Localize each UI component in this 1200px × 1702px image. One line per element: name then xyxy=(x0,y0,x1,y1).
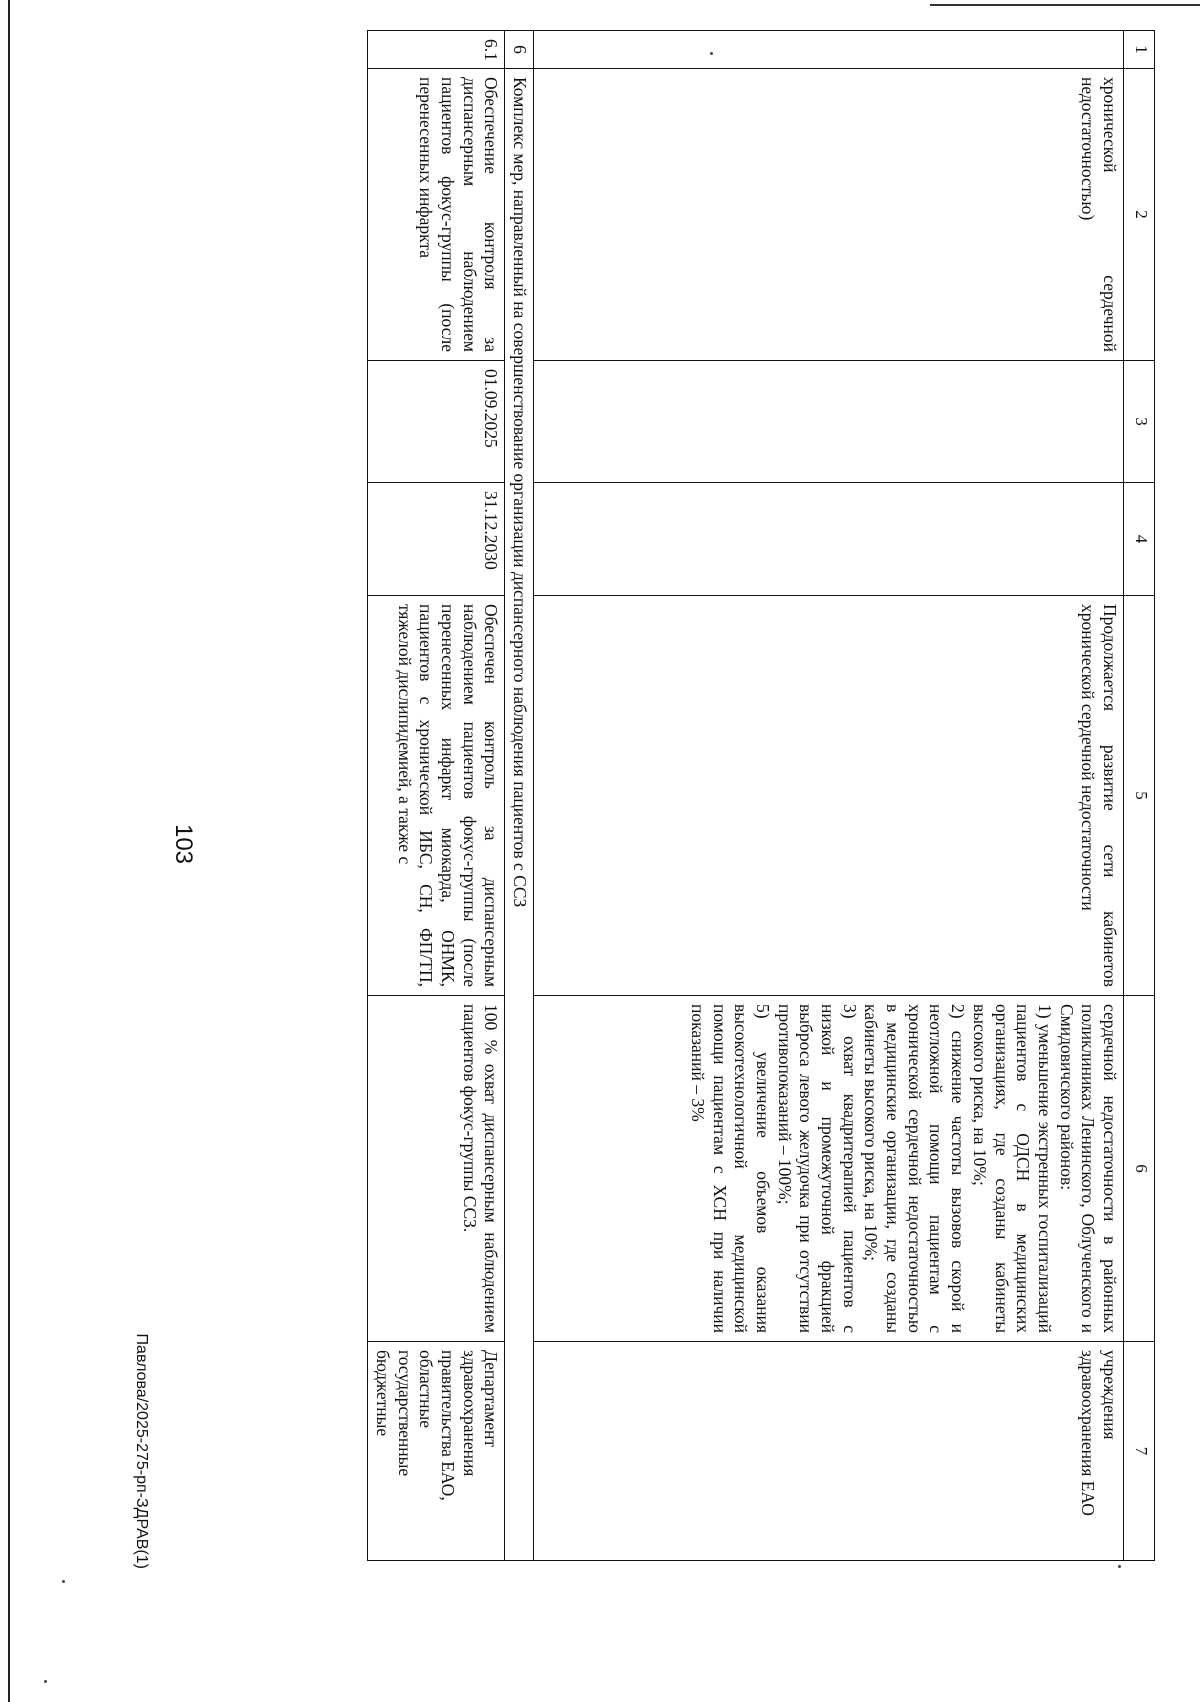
column-number: 6 xyxy=(1124,996,1155,1342)
end-date-cell xyxy=(534,483,1124,596)
table-row-6-1 xyxy=(368,31,505,1561)
measure-name-cell: хронической сердечной недостаточностью) xyxy=(534,69,1124,361)
row-number-cell xyxy=(534,31,1124,69)
section-title: Комплекс мер, направленный на совершенствование организации диспансерного наблюдения пациентов с ССЗ xyxy=(505,69,534,1561)
result-cell: 100 % охват диспансерным наблюдением пациентов фокус-группы ССЗ. xyxy=(368,996,505,1342)
scan-speck xyxy=(44,1680,47,1683)
end-date-cell: 31.12.2030 xyxy=(368,483,505,596)
section-row xyxy=(505,31,534,1561)
document-reference: Павлова/2025-275-рп-ЗДРАВ(1) xyxy=(133,1333,150,1569)
description-cell: Продолжается развитие сети кабинетов хронической сердечной недостаточности xyxy=(534,596,1124,996)
start-date-cell xyxy=(534,361,1124,483)
result-cell: сердечной недостаточности в районных поликлиниках Ленинского, Облученского и Смидовичского районов: 1) уменьшение экстренных госпитализаций пациентов с ОДСН в медицинских организациях, где созданы кабинеты высокого риска, на 10%; 2) снижение частоты вызовов скорой и неотложной помощи пациентам с хронической сердечной недостаточностью в медицинские организации, где созданы кабинеты высокого риска, на 10%; 3) охват квадритерапией пациентов с низкой и промежуточной фракцией выброса левого желудочка при отсутствии противопоказаний – 100%; 5) увеличение объемов оказания высокотехнологичной медицинской помощи пациентам с ХСН при наличии показаний – 3% xyxy=(534,996,1124,1342)
scan-top-edge xyxy=(930,4,1200,6)
column-number: 3 xyxy=(1124,361,1155,483)
rotated-document-page xyxy=(110,24,1155,1664)
column-number: 4 xyxy=(1124,483,1155,596)
responsible-cell: учреждения здравоохранения ЕАО xyxy=(534,1342,1124,1561)
column-number-row xyxy=(1124,31,1155,1561)
section-number: 6 xyxy=(505,31,534,69)
description-cell: Обеспечен контроль за диспансерным наблюдением пациентов фокус-группы (после перенесенных инфаркт миокарда, ОНМК, пациентов с хронической ИБС, СН, ФП/ТП, тяжелой дислипидемией, а также с xyxy=(368,596,505,996)
table-row-continued xyxy=(534,31,1124,1561)
responsible-cell: Департамент здравоохранения правительства ЕАО, областные государственные бюджетные xyxy=(368,1342,505,1561)
scan-speck xyxy=(62,1580,65,1583)
activity-table xyxy=(367,30,1155,1561)
page-number: 103 xyxy=(170,823,197,865)
row-number-cell: 6.1 xyxy=(368,31,505,69)
start-date-cell: 01.09.2025 xyxy=(368,361,505,483)
column-number: 2 xyxy=(1124,69,1155,361)
measure-name-cell: Обеспечение контроля за диспансерным наблюдением пациентов фокус-группы (после перенесенных инфаркта xyxy=(368,69,505,361)
column-number: 5 xyxy=(1124,596,1155,996)
column-number: 7 xyxy=(1124,1342,1155,1561)
column-number: 1 xyxy=(1124,31,1155,69)
scan-left-edge xyxy=(8,0,10,1702)
